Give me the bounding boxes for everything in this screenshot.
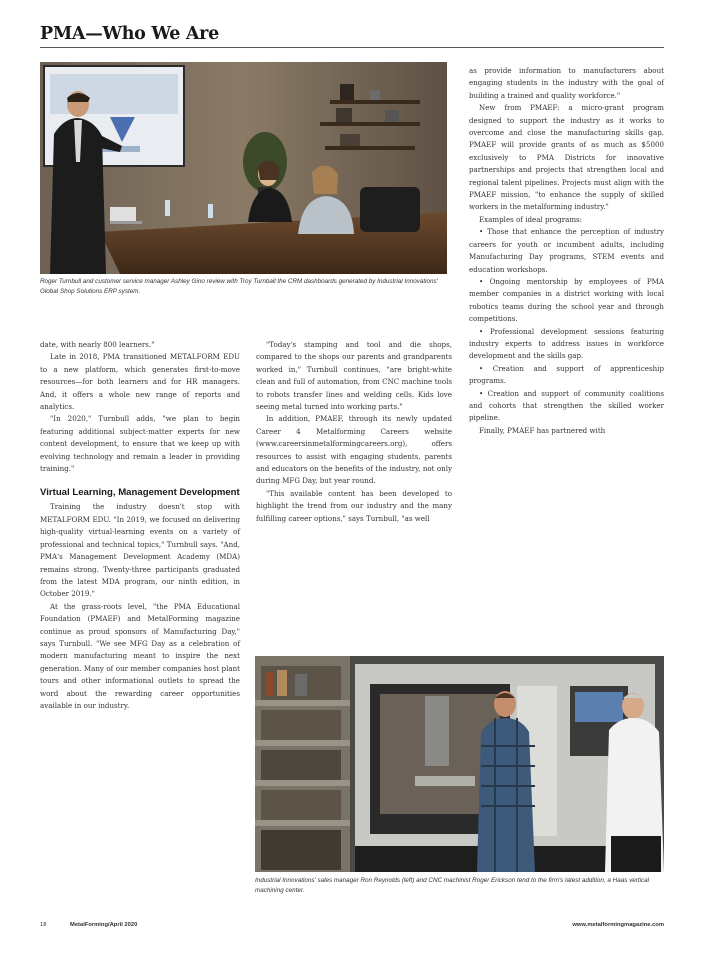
paragraph: At the grass-roots level, "the PMA Educational Foundation (PMAEF) and MetalForming magazine continue as proud sponsors of Manufacturing Day," says Turnbull. "We see MFG Day as a celebration of modern manufacturing meant to inspire the next generation. Many of our member companies host plant tours and other informational outlets to spread the word about the rewarding career opportunities available in our industry. — [40, 601, 240, 710]
publication-name: MetalForming/April 2020 — [70, 922, 138, 928]
paragraph: date, with nearly 800 learners." — [40, 340, 155, 349]
top-photo-caption: Roger Turnbull and customer service manager Ashley Gino review with Troy Turnball the CRM dashboards generated by Industrial Innovations' Global Shop Solutions ERP system. — [40, 278, 438, 295]
paragraph: "Today's stamping and tool and die shops, compared to the shops our parents and grandparents worked in," Turnbull continues, "are bright-white clean and full of automation, from CNC machine tools to robots transfer lines and welding cells. Kids love seeing metal turned into working parts." — [256, 340, 452, 412]
machine-shop-photo — [255, 656, 664, 872]
paragraph: Late in 2018, PMA transitioned METALFORM EDU to a new platform, which generates first-to-move resources—for both learners and for HR managers. And, it offers a whole new range of reports and analytics. — [40, 352, 240, 412]
paragraph: "This available content has been developed to highlight the trend from our industry and the many fulfilling career options," says Turnbull, "as well — [256, 488, 452, 523]
bullet-item: • Ongoing mentorship by employees of PMA member companies in a district working with local robotics teams during the school year and through competitions. — [469, 276, 664, 324]
bullet-item: • Creation and support of apprenticeship programs. — [469, 363, 664, 386]
paragraph: In addition, PMAEF, through its newly updated Career 4 Metalforming Careers website (www.careersinmetalformingcareers.org), offers resources to assist with engaging students, parents and educators on the benefits of the industry, not only during MFG Day, but year round. — [256, 414, 452, 486]
paragraph: Training the industry doesn't stop with METALFORM EDU. "In 2019, we focused on delivering high-quality virtual-learning events on a variety of professional and technical topics," Turnbull says. "And, PMA's Management Development Academy (MDA) remains strong. Twenty-three participants graduated from the latest MDA program, our ninth edition, in October 2019." — [40, 502, 240, 599]
article-column-1 — [40, 339, 240, 899]
paragraph: as provide information to manufacturers about engaging students in the industry with the goal of building a trained and quality workforce." — [469, 66, 664, 100]
bullet-item: • Professional development sessions featuring industry experts to address issues in workforce development and the skills gap. — [469, 326, 664, 361]
article-column-3 — [469, 65, 664, 645]
page-number: 18 — [40, 922, 47, 928]
bullet-item: • Creation and support of community coalitions and cohorts that strengthen the skilled worker pipeline. — [469, 388, 664, 423]
article-column-2 — [256, 339, 452, 639]
website-url: www.metalformingmagazine.com — [572, 922, 664, 928]
page-header — [40, 22, 664, 48]
conference-room-photo — [40, 62, 447, 274]
paragraph: "In 2020," Turnbull adds, "we plan to begin featuring additional subject-matter experts for new content development, to ensure that we keep up with evolving technology and remain a leader in providing training." — [40, 414, 240, 474]
section-title: PMA—Who We Are — [40, 24, 219, 44]
paragraph: Examples of ideal programs: — [479, 214, 583, 224]
paragraph: New from PMAEF: a micro-grant program designed to support the industry as it works to overcome and close the manufacturing skills gap. PMAEF will provide grants of as much as $5000 exclusively to PMA Districts for innovative partnerships and projects that strengthen local and regional talent pipelines. Projects must align with the PMAEF mission, "to enhance the supply of skilled workers in the metalforming industry." — [469, 103, 664, 212]
bottom-photo-caption: Industrial Innovations' sales manager Ron Reynolds (left) and CNC machinist Roger Erickson tend to the firm's latest addition, a Haas vertical machining center. — [255, 877, 650, 894]
bullet-item: • Those that enhance the perception of industry careers for youth or incumbent adults, including Manufacturing Day programs, STEM events and education workshops. — [469, 227, 664, 274]
paragraph: Finally, PMAEF has partnered with — [479, 425, 606, 435]
section-subheading: Virtual Learning, Management Development — [40, 487, 240, 499]
